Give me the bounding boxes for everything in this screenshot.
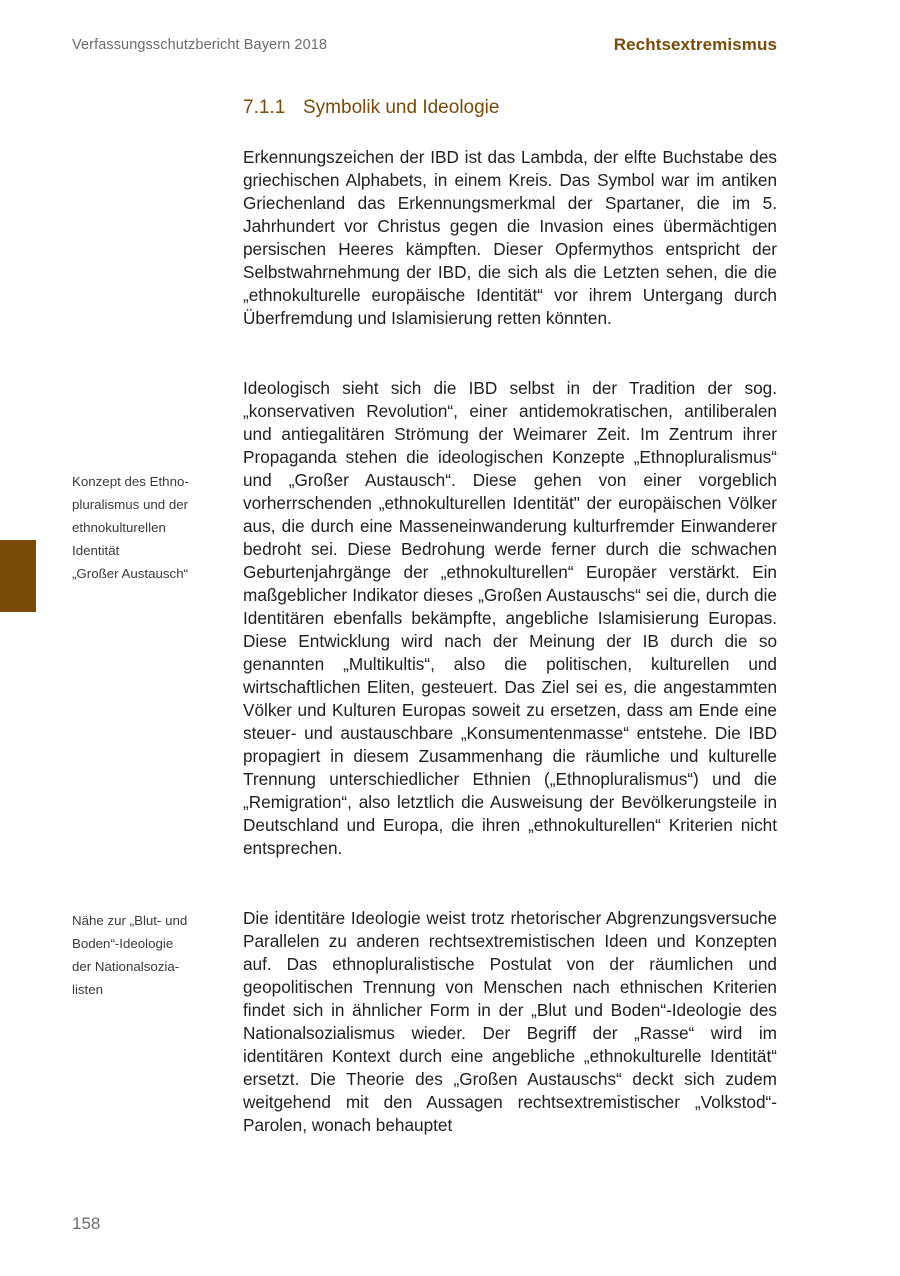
running-header-title: Verfassungsschutzbericht Bayern 2018 (72, 37, 328, 53)
section-title: Symbolik und Ideologie (303, 97, 500, 118)
section-heading (243, 97, 499, 119)
margin-note-line: Nähe zur „Blut- und (72, 913, 188, 928)
margin-note-line: ethnokulturellen (72, 520, 166, 535)
margin-note-line: Identität (72, 543, 120, 558)
section-number: 7.1.1 (243, 97, 286, 118)
margin-note-line: Boden“-Ideologie (72, 936, 174, 951)
chapter-side-tab (0, 540, 36, 612)
margin-note-ethnopluralismus (72, 470, 222, 585)
margin-note-line: „Großer Austausch“ (72, 566, 189, 581)
body-paragraph-1: Erkennungszeichen der IBD ist das Lambda, der elfte Buchstabe des griechischen Alphabets, in einem Kreis. Das Symbol war im antiken Griechenland das Erkennungsmerkmal der Spartaner, die im 5. Jahrhundert vor Christus gegen die Invasion eines übermächtigen persischen Heeres kämpften. Dieser Opfermythos entspricht der Selbstwahrnehmung der IBD, die sich als die Letzten sehen, die die „ethnokulturelle europäische Identität“ vor ihrem Untergang durch Überfremdung und Islamisierung retten könnten. (243, 147, 777, 328)
body-paragraph-2: Ideologisch sieht sich die IBD selbst in der Tradition der sog. „konservativen Revolution“, einer antidemokratischen, antiliberalen und antiegalitären Strömung der Weimarer Zeit. Im Zentrum ihrer Propaganda stehen die ideologischen Konzepte „Ethnopluralismus“ und „Großer Austausch“. Diese gehen von einer vorgeblich vorherrschenden „ethnokulturellen Identität" der europäischen Völker aus, die durch eine Masseneinwanderung kulturfremder Einwanderer bedroht sei. Diese Bedrohung werde ferner durch die schwachen Geburtenjahrgänge der „ethnokulturellen“ Europäer verstärkt. Ein maßgeblicher Indikator dieses „Großen Austauschs“ sei die, durch die Identitären ebenfalls bekämpfte, angebliche Islamisierung Europas. Diese Entwicklung wird nach der Meinung der IB durch die so genannten „Multikultis“, also die politischen, kulturellen und wirtschaftlichen Eliten, gesteuert. Das Ziel sei es, die angestammten Völker und Kulturen Europas soweit zu ersetzen, dass am Ende eine steuer- und austauschbare „Konsumentenmasse“ entstehe. Die IBD propagiert in diesem Zusammenhang die räumliche und kulturelle Trennung unterschiedlicher Ethnien („Ethnopluralismus“) und die „Remigration“, also letztlich die Ausweisung der Bevölkerungsteile in Deutschland und Europa, die ihren „ethnokulturellen“ Kriterien nicht entsprechen. (243, 378, 777, 858)
page-number: 158 (72, 1214, 101, 1233)
body-paragraph-3: Die identitäre Ideologie weist trotz rhetorischer Abgrenzungsversuche Parallelen zu anderen rechtsextremistischen Ideen und Konzepten auf. Das ethnopluralistische Postulat von der räumlichen und geopolitischen Trennung von Menschen nach ethnischen Kriterien findet sich in ähnlicher Form in der „Blut und Boden“-Ideologie des Nationalsozialismus wieder. Der Begriff der „Rasse“ wird im identitären Kontext durch eine angebliche „ethnokulturelle Identität“ ersetzt. Die Theorie des „Großen Austauschs“ deckt sich zudem weitgehend mit den Aussagen rechtsextremistischer „Volkstod“-Parolen, wonach behauptet (243, 908, 777, 1135)
margin-note-blut-und-boden (72, 909, 222, 1001)
margin-note-line: pluralismus und der (72, 497, 189, 512)
margin-note-line: der Nationalsozia- (72, 959, 180, 974)
margin-note-line: Konzept des Ethno- (72, 474, 189, 489)
margin-note-line: listen (72, 982, 104, 997)
running-header-chapter: Rechtsextremismus (613, 35, 777, 54)
